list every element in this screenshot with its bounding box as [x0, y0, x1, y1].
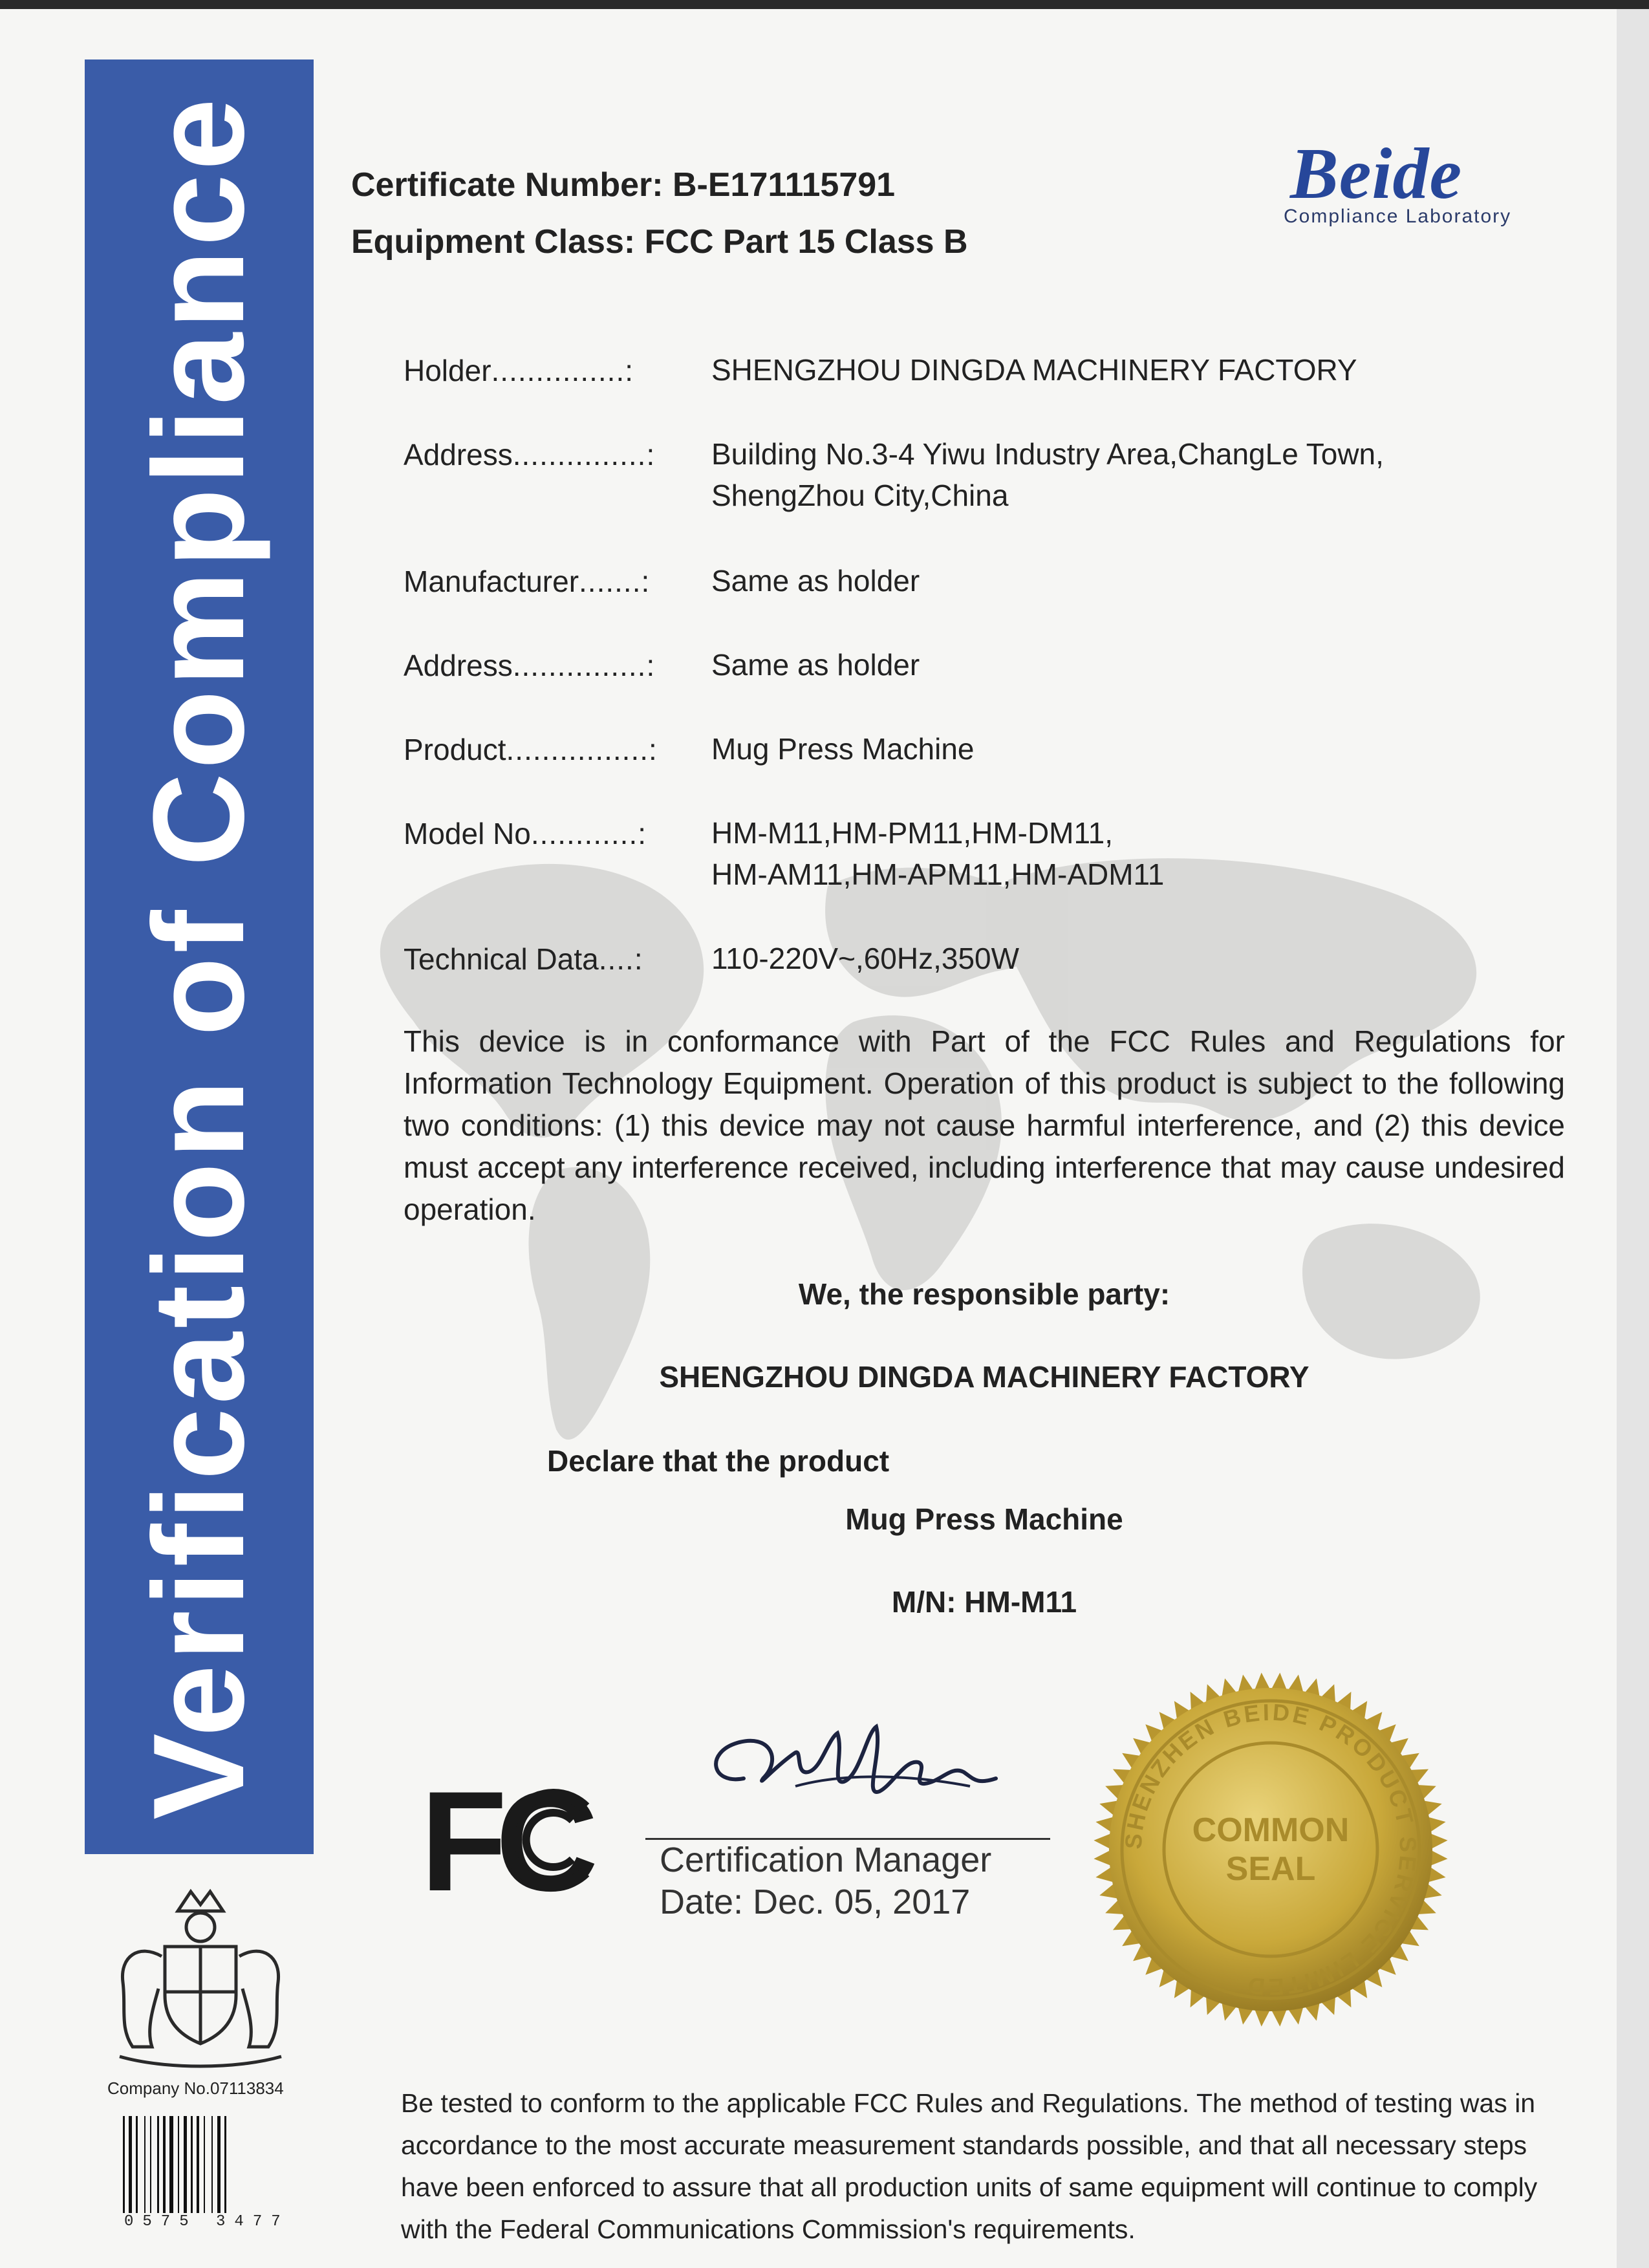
signature-date: Date: Dec. 05, 2017 [660, 1883, 971, 1921]
field-label-model-no: Model No............: [404, 817, 647, 850]
footer-statement: Be tested to conform to the applicable FCC Rules and Regulations. The method of testing was in accordance to the most accurate measurement standards possible, and that all necessary steps have been enforced to assure that all production units of same equipment will continue to comply with the Federal Communications Commission's requirements. [401, 2088, 1538, 2244]
fcc-logo-letters: FC [420, 1775, 587, 1905]
barcode-bar [184, 2116, 187, 2213]
barcode-bar [150, 2116, 151, 2213]
responsible-party-heading: We, the responsible party: [798, 1277, 1170, 1311]
fcc-logo [420, 1775, 595, 1905]
barcode-digits: 0575 3477 [124, 2213, 290, 2230]
barcode-bar [191, 2116, 193, 2213]
declared-product: Mug Press Machine [845, 1502, 1123, 1536]
royal-crest [94, 1885, 307, 2073]
equipment-class: Equipment Class: FCC Part 15 Class B [351, 223, 968, 261]
gold-seal [1093, 1672, 1449, 2027]
barcode-bar [197, 2116, 199, 2213]
field-value-manufacturer-address: Same as holder [711, 648, 920, 682]
field-label-product: Product................: [404, 733, 657, 766]
field-label-holder: Holder...............: [404, 354, 634, 387]
field-value-model-no: HM-M11,HM-PM11,HM-DM11, HM-AM11,HM-APM11,HM-ADM11 [711, 816, 1165, 891]
seal-ring-text: SHENZHEN BEIDE PRODUCT SERVICE LIMITED [1119, 1698, 1422, 2001]
barcode-bar [136, 2116, 138, 2213]
barcode-bar [217, 2116, 221, 2213]
responsible-party-name: SHENGZHOU DINGDA MACHINERY FACTORY [659, 1360, 1310, 1394]
certificate-number: Certificate Number: B-E171115791 [351, 166, 896, 204]
field-value-holder: SHENGZHOU DINGDA MACHINERY FACTORY [711, 353, 1357, 387]
page-edge [1617, 0, 1649, 2268]
barcode-bar [178, 2116, 179, 2213]
seal-center-line1: COMMON [1192, 1811, 1350, 1849]
barcode-bar [144, 2116, 146, 2213]
field-value-technical-data: 110-220V~,60Hz,350W [711, 942, 1020, 975]
signature [698, 1714, 1002, 1817]
barcode-bar [157, 2116, 159, 2213]
field-label-address: Address...............: [404, 438, 655, 471]
barcode-bar [123, 2116, 125, 2213]
field-label-manufacturer-address: Address...............: [404, 649, 655, 682]
field-label-manufacturer: Manufacturer.......: [404, 565, 650, 598]
barcode-bar [211, 2116, 213, 2213]
barcode-bar [224, 2116, 226, 2213]
barcode-bar [129, 2116, 132, 2213]
side-banner-title: Verification of Compliance [127, 94, 271, 1820]
barcode [120, 2116, 290, 2213]
scan-top-edge [0, 0, 1649, 9]
seal-center-line2: SEAL [1225, 1850, 1316, 1888]
declare-text: Declare that the product [547, 1444, 890, 1478]
barcode-bar [204, 2116, 205, 2213]
field-label-technical-data: Technical Data....: [404, 942, 643, 976]
field-value-address: Building No.3-4 Yiwu Industry Area,ChangLe Town, ShengZhou City,China [711, 437, 1384, 512]
conformance-statement: This device is in conformance with Part of the FCC Rules and Regulations for Information Technology Equipment. Operation of this product is subject to the following two conditions: (1) this device may not cause harmful interference, and (2) this device must accept any interference received, including interference that may cause undesired operation. [404, 1024, 1565, 1226]
beide-logo: Beide [1290, 134, 1463, 214]
company-number: Company No.07113834 [107, 2079, 284, 2098]
model-number: M/N: HM-M11 [891, 1585, 1077, 1619]
signature-title: Certification Manager [660, 1841, 992, 1879]
barcode-bar [163, 2116, 166, 2213]
field-value-manufacturer: Same as holder [711, 564, 920, 598]
barcode-bar [169, 2116, 173, 2213]
field-value-product: Mug Press Machine [711, 732, 975, 766]
logo-subtitle: Compliance Laboratory [1284, 206, 1512, 227]
